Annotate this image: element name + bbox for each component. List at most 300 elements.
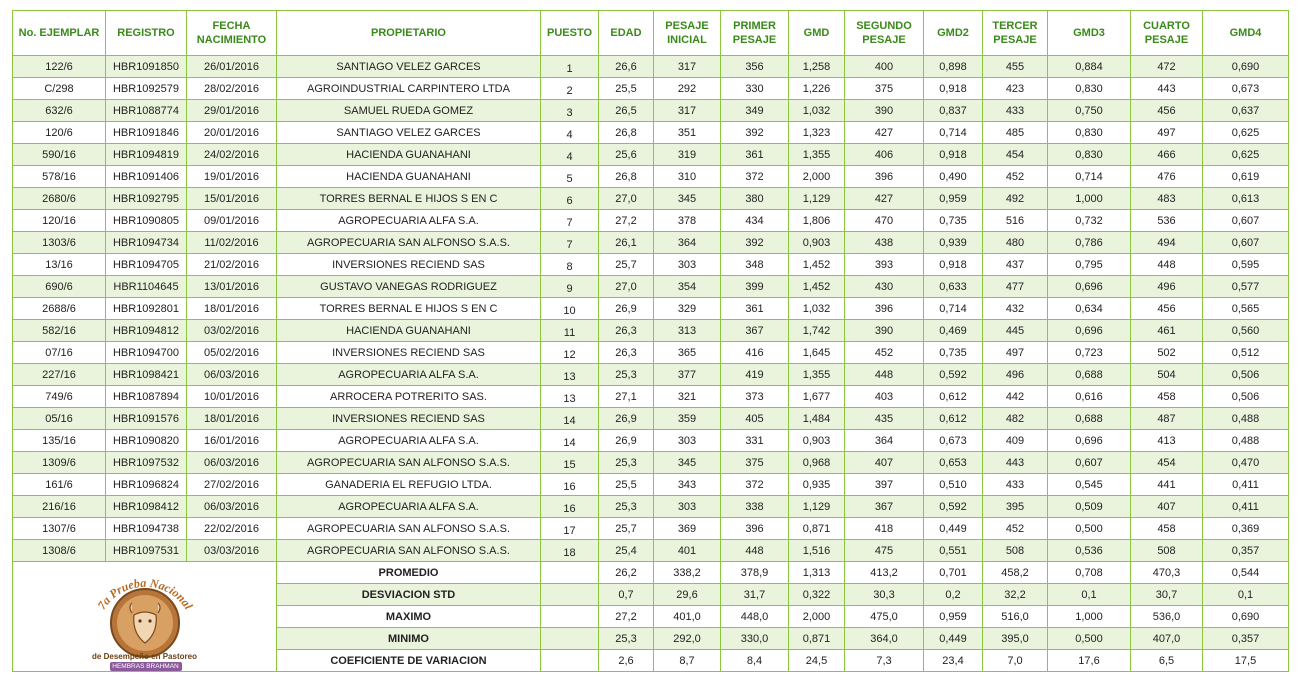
col-ejemplar-cell: 13/16 — [13, 254, 106, 276]
col-puesto-cell: 14 — [541, 408, 599, 430]
col-primer-pesaje-cell: 330 — [721, 78, 789, 100]
col-gmd3-cell: 0,696 — [1048, 320, 1131, 342]
col-edad-summary-cell: 26,2 — [599, 562, 654, 584]
col-fecha-cell: 19/01/2016 — [187, 166, 277, 188]
col-primer-pesaje-header: PRIMER PESAJE — [721, 11, 789, 56]
col-propietario-cell: AGROPECUARIA ALFA S.A. — [277, 210, 541, 232]
col-segundo-pesaje-cell: 470 — [845, 210, 924, 232]
col-registro-cell: HBR1097532 — [106, 452, 187, 474]
col-registro-cell: HBR1096824 — [106, 474, 187, 496]
col-registro-cell: HBR1090805 — [106, 210, 187, 232]
col-primer-pesaje-cell: 372 — [721, 166, 789, 188]
col-edad-summary-cell: 27,2 — [599, 606, 654, 628]
col-pesaje-inicial-cell: 354 — [654, 276, 721, 298]
col-ejemplar-cell: 578/16 — [13, 166, 106, 188]
col-propietario-cell: GUSTAVO VANEGAS RODRIGUEZ — [277, 276, 541, 298]
col-edad-cell: 26,8 — [599, 166, 654, 188]
col-gmd4-cell: 0,411 — [1203, 474, 1289, 496]
col-cuarto-pesaje-summary-cell: 407,0 — [1131, 628, 1203, 650]
col-registro-cell: HBR1091846 — [106, 122, 187, 144]
col-gmd-cell: 1,129 — [789, 188, 845, 210]
col-fecha-cell: 24/02/2016 — [187, 144, 277, 166]
col-cuarto-pesaje-summary-cell: 30,7 — [1131, 584, 1203, 606]
col-primer-pesaje-summary-cell: 8,4 — [721, 650, 789, 672]
col-segundo-pesaje-cell: 375 — [845, 78, 924, 100]
col-puesto-cell: 4 — [541, 122, 599, 144]
col-pesaje-inicial-cell: 377 — [654, 364, 721, 386]
col-cuarto-pesaje-cell: 456 — [1131, 298, 1203, 320]
col-gmd4-cell: 0,411 — [1203, 496, 1289, 518]
summary-row — [13, 562, 1289, 584]
table-body — [13, 56, 1289, 562]
col-cuarto-pesaje-header: CUARTO PESAJE — [1131, 11, 1203, 56]
col-puesto-cell: 17 — [541, 518, 599, 540]
col-gmd-cell: 1,355 — [789, 144, 845, 166]
col-gmd3-cell: 0,536 — [1048, 540, 1131, 562]
summary-label: DESVIACION STD — [277, 584, 541, 606]
col-puesto-cell: 16 — [541, 474, 599, 496]
col-segundo-pesaje-summary-cell: 413,2 — [845, 562, 924, 584]
col-fecha-cell: 29/01/2016 — [187, 100, 277, 122]
col-pesaje-inicial-cell: 378 — [654, 210, 721, 232]
col-tercer-pesaje-cell: 454 — [983, 144, 1048, 166]
col-tercer-pesaje-cell: 433 — [983, 100, 1048, 122]
col-primer-pesaje-cell: 348 — [721, 254, 789, 276]
col-registro-cell: HBR1092801 — [106, 298, 187, 320]
col-gmd3-cell: 0,723 — [1048, 342, 1131, 364]
col-edad-cell: 26,3 — [599, 320, 654, 342]
col-gmd2-cell: 0,510 — [924, 474, 983, 496]
col-tercer-pesaje-cell: 497 — [983, 342, 1048, 364]
col-pesaje-inicial-cell: 345 — [654, 452, 721, 474]
col-puesto-cell: 12 — [541, 342, 599, 364]
col-gmd3-cell: 0,688 — [1048, 408, 1131, 430]
col-pesaje-inicial-cell: 303 — [654, 496, 721, 518]
col-registro-cell: HBR1097531 — [106, 540, 187, 562]
col-pesaje-inicial-summary-cell: 292,0 — [654, 628, 721, 650]
col-segundo-pesaje-cell: 406 — [845, 144, 924, 166]
col-registro-cell: HBR1091576 — [106, 408, 187, 430]
col-pesaje-inicial-cell: 292 — [654, 78, 721, 100]
col-fecha-cell: 05/02/2016 — [187, 342, 277, 364]
col-gmd2-cell: 0,714 — [924, 298, 983, 320]
summary-puesto-cell — [541, 606, 599, 628]
col-gmd2-header: GMD2 — [924, 11, 983, 56]
col-cuarto-pesaje-cell: 456 — [1131, 100, 1203, 122]
col-primer-pesaje-cell: 392 — [721, 122, 789, 144]
col-cuarto-pesaje-cell: 448 — [1131, 254, 1203, 276]
col-primer-pesaje-cell: 375 — [721, 452, 789, 474]
col-segundo-pesaje-summary-cell: 30,3 — [845, 584, 924, 606]
col-puesto-cell: 3 — [541, 100, 599, 122]
col-edad-cell: 25,3 — [599, 452, 654, 474]
table-row — [13, 320, 1289, 342]
col-gmd-summary-cell: 0,322 — [789, 584, 845, 606]
col-gmd-header: GMD — [789, 11, 845, 56]
col-segundo-pesaje-cell: 448 — [845, 364, 924, 386]
col-segundo-pesaje-cell: 427 — [845, 122, 924, 144]
col-segundo-pesaje-cell: 427 — [845, 188, 924, 210]
col-edad-cell: 27,1 — [599, 386, 654, 408]
col-propietario-cell: TORRES BERNAL E HIJOS S EN C — [277, 188, 541, 210]
table-row — [13, 342, 1289, 364]
col-propietario-cell: HACIENDA GUANAHANI — [277, 144, 541, 166]
col-edad-summary-cell: 2,6 — [599, 650, 654, 672]
col-gmd3-cell: 0,884 — [1048, 56, 1131, 78]
col-primer-pesaje-cell: 399 — [721, 276, 789, 298]
col-registro-cell: HBR1094700 — [106, 342, 187, 364]
col-pesaje-inicial-cell: 401 — [654, 540, 721, 562]
col-fecha-cell: 03/02/2016 — [187, 320, 277, 342]
col-fecha-cell: 27/02/2016 — [187, 474, 277, 496]
col-cuarto-pesaje-cell: 458 — [1131, 386, 1203, 408]
col-tercer-pesaje-cell: 437 — [983, 254, 1048, 276]
col-edad-cell: 26,1 — [599, 232, 654, 254]
col-puesto-header: PUESTO — [541, 11, 599, 56]
col-tercer-pesaje-cell: 452 — [983, 518, 1048, 540]
col-gmd-cell: 1,452 — [789, 276, 845, 298]
col-puesto-cell: 14 — [541, 430, 599, 452]
col-propietario-cell: AGROPECUARIA ALFA S.A. — [277, 430, 541, 452]
col-puesto-cell: 1 — [541, 56, 599, 78]
table-row — [13, 452, 1289, 474]
col-primer-pesaje-cell: 331 — [721, 430, 789, 452]
col-ejemplar-cell: 749/6 — [13, 386, 106, 408]
col-gmd4-cell: 0,607 — [1203, 210, 1289, 232]
col-gmd2-cell: 0,592 — [924, 364, 983, 386]
col-puesto-cell: 10 — [541, 298, 599, 320]
col-fecha-cell: 03/03/2016 — [187, 540, 277, 562]
col-pesaje-inicial-cell: 319 — [654, 144, 721, 166]
col-gmd4-summary-cell: 0,357 — [1203, 628, 1289, 650]
col-pesaje-inicial-cell: 369 — [654, 518, 721, 540]
table-row — [13, 210, 1289, 232]
col-ejemplar-cell: 590/16 — [13, 144, 106, 166]
col-tercer-pesaje-summary-cell: 458,2 — [983, 562, 1048, 584]
col-primer-pesaje-cell: 349 — [721, 100, 789, 122]
col-primer-pesaje-cell: 373 — [721, 386, 789, 408]
header-row — [13, 11, 1289, 56]
col-gmd3-cell: 0,607 — [1048, 452, 1131, 474]
col-pesaje-inicial-cell: 364 — [654, 232, 721, 254]
table-row — [13, 386, 1289, 408]
col-edad-cell: 25,7 — [599, 518, 654, 540]
col-pesaje-inicial-cell: 329 — [654, 298, 721, 320]
table-row — [13, 166, 1289, 188]
col-gmd-cell: 0,903 — [789, 430, 845, 452]
col-gmd4-cell: 0,488 — [1203, 408, 1289, 430]
col-puesto-cell: 5 — [541, 166, 599, 188]
summary-puesto-cell — [541, 584, 599, 606]
col-ejemplar-cell: 1308/6 — [13, 540, 106, 562]
col-gmd4-cell: 0,637 — [1203, 100, 1289, 122]
col-tercer-pesaje-cell: 445 — [983, 320, 1048, 342]
col-segundo-pesaje-summary-cell: 7,3 — [845, 650, 924, 672]
col-propietario-cell: INVERSIONES RECIEND SAS — [277, 254, 541, 276]
col-propietario-cell: ARROCERA POTRERITO SAS. — [277, 386, 541, 408]
col-segundo-pesaje-cell: 430 — [845, 276, 924, 298]
logo-subtitle: de Desempeño en Pastoreo — [92, 651, 197, 661]
summary-label: MINIMO — [277, 628, 541, 650]
col-tercer-pesaje-cell: 452 — [983, 166, 1048, 188]
col-primer-pesaje-cell: 356 — [721, 56, 789, 78]
col-propietario-cell: AGROPECUARIA SAN ALFONSO S.A.S. — [277, 232, 541, 254]
col-gmd-cell: 1,032 — [789, 298, 845, 320]
col-pesaje-inicial-summary-cell: 29,6 — [654, 584, 721, 606]
col-edad-cell: 25,3 — [599, 364, 654, 386]
col-gmd3-cell: 0,714 — [1048, 166, 1131, 188]
col-pesaje-inicial-cell: 313 — [654, 320, 721, 342]
col-gmd4-summary-cell: 17,5 — [1203, 650, 1289, 672]
col-gmd-cell: 1,516 — [789, 540, 845, 562]
col-gmd3-cell: 1,000 — [1048, 188, 1131, 210]
col-primer-pesaje-cell: 380 — [721, 188, 789, 210]
col-edad-cell: 26,6 — [599, 56, 654, 78]
table-row — [13, 540, 1289, 562]
col-fecha-cell: 13/01/2016 — [187, 276, 277, 298]
col-gmd4-summary-cell: 0,544 — [1203, 562, 1289, 584]
col-gmd3-cell: 0,634 — [1048, 298, 1131, 320]
col-gmd-cell: 1,258 — [789, 56, 845, 78]
col-puesto-cell: 11 — [541, 320, 599, 342]
col-gmd2-cell: 0,959 — [924, 188, 983, 210]
col-puesto-cell: 8 — [541, 254, 599, 276]
col-ejemplar-cell: 227/16 — [13, 364, 106, 386]
col-gmd2-cell: 0,837 — [924, 100, 983, 122]
col-fecha-cell: 15/01/2016 — [187, 188, 277, 210]
col-propietario-cell: AGROPECUARIA SAN ALFONSO S.A.S. — [277, 518, 541, 540]
col-edad-summary-cell: 0,7 — [599, 584, 654, 606]
col-gmd3-cell: 0,616 — [1048, 386, 1131, 408]
col-cuarto-pesaje-cell: 502 — [1131, 342, 1203, 364]
col-gmd4-cell: 0,577 — [1203, 276, 1289, 298]
col-ejemplar-cell: 216/16 — [13, 496, 106, 518]
col-cuarto-pesaje-summary-cell: 6,5 — [1131, 650, 1203, 672]
col-gmd-cell: 2,000 — [789, 166, 845, 188]
col-gmd2-cell: 0,551 — [924, 540, 983, 562]
col-gmd-cell: 1,742 — [789, 320, 845, 342]
col-tercer-pesaje-cell: 496 — [983, 364, 1048, 386]
col-registro-cell: HBR1092579 — [106, 78, 187, 100]
col-primer-pesaje-summary-cell: 448,0 — [721, 606, 789, 628]
col-registro-cell: HBR1094734 — [106, 232, 187, 254]
col-gmd-cell: 1,226 — [789, 78, 845, 100]
col-segundo-pesaje-cell: 435 — [845, 408, 924, 430]
col-fecha-cell: 18/01/2016 — [187, 298, 277, 320]
col-cuarto-pesaje-cell: 496 — [1131, 276, 1203, 298]
col-primer-pesaje-cell: 361 — [721, 298, 789, 320]
col-gmd3-cell: 0,509 — [1048, 496, 1131, 518]
col-cuarto-pesaje-cell: 461 — [1131, 320, 1203, 342]
col-edad-cell: 26,9 — [599, 408, 654, 430]
col-propietario-cell: INVERSIONES RECIEND SAS — [277, 408, 541, 430]
col-segundo-pesaje-cell: 390 — [845, 100, 924, 122]
table-row — [13, 364, 1289, 386]
col-segundo-pesaje-cell: 438 — [845, 232, 924, 254]
col-gmd4-cell: 0,595 — [1203, 254, 1289, 276]
col-gmd2-cell: 0,918 — [924, 144, 983, 166]
col-fecha-cell: 28/02/2016 — [187, 78, 277, 100]
col-cuarto-pesaje-summary-cell: 470,3 — [1131, 562, 1203, 584]
col-primer-pesaje-summary-cell: 378,9 — [721, 562, 789, 584]
col-gmd2-cell: 0,918 — [924, 78, 983, 100]
table-row — [13, 100, 1289, 122]
col-registro-cell: HBR1104645 — [106, 276, 187, 298]
col-pesaje-inicial-header: PESAJE INICIAL — [654, 11, 721, 56]
col-gmd3-header: GMD3 — [1048, 11, 1131, 56]
col-primer-pesaje-cell: 419 — [721, 364, 789, 386]
col-tercer-pesaje-cell: 485 — [983, 122, 1048, 144]
col-gmd4-cell: 0,690 — [1203, 56, 1289, 78]
col-gmd3-cell: 0,688 — [1048, 364, 1131, 386]
col-gmd3-summary-cell: 17,6 — [1048, 650, 1131, 672]
col-primer-pesaje-cell: 396 — [721, 518, 789, 540]
col-tercer-pesaje-summary-cell: 7,0 — [983, 650, 1048, 672]
col-gmd2-summary-cell: 0,449 — [924, 628, 983, 650]
col-gmd-summary-cell: 24,5 — [789, 650, 845, 672]
col-puesto-cell: 18 — [541, 540, 599, 562]
col-registro-cell: HBR1088774 — [106, 100, 187, 122]
col-registro-cell: HBR1091406 — [106, 166, 187, 188]
col-segundo-pesaje-cell: 407 — [845, 452, 924, 474]
col-cuarto-pesaje-cell: 454 — [1131, 452, 1203, 474]
col-propietario-cell: HACIENDA GUANAHANI — [277, 320, 541, 342]
col-edad-cell: 25,5 — [599, 474, 654, 496]
summary-body — [13, 562, 1289, 672]
table-row — [13, 276, 1289, 298]
col-pesaje-inicial-cell: 303 — [654, 254, 721, 276]
col-segundo-pesaje-cell: 397 — [845, 474, 924, 496]
col-registro-cell: HBR1094819 — [106, 144, 187, 166]
col-tercer-pesaje-cell: 508 — [983, 540, 1048, 562]
col-tercer-pesaje-cell: 395 — [983, 496, 1048, 518]
table-row — [13, 188, 1289, 210]
col-primer-pesaje-cell: 361 — [721, 144, 789, 166]
col-gmd-summary-cell: 2,000 — [789, 606, 845, 628]
col-gmd3-cell: 0,696 — [1048, 276, 1131, 298]
col-gmd-summary-cell: 1,313 — [789, 562, 845, 584]
col-gmd4-cell: 0,565 — [1203, 298, 1289, 320]
col-propietario-cell: INVERSIONES RECIEND SAS — [277, 342, 541, 364]
col-registro-cell: HBR1087894 — [106, 386, 187, 408]
col-tercer-pesaje-summary-cell: 516,0 — [983, 606, 1048, 628]
col-tercer-pesaje-summary-cell: 395,0 — [983, 628, 1048, 650]
col-primer-pesaje-cell: 367 — [721, 320, 789, 342]
col-primer-pesaje-cell: 416 — [721, 342, 789, 364]
col-gmd-cell: 0,871 — [789, 518, 845, 540]
table-row — [13, 496, 1289, 518]
col-propietario-cell: HACIENDA GUANAHANI — [277, 166, 541, 188]
col-gmd4-cell: 0,506 — [1203, 364, 1289, 386]
col-puesto-cell: 9 — [541, 276, 599, 298]
col-fecha-cell: 06/03/2016 — [187, 452, 277, 474]
col-tercer-pesaje-cell: 432 — [983, 298, 1048, 320]
table-row — [13, 518, 1289, 540]
col-tercer-pesaje-cell: 477 — [983, 276, 1048, 298]
col-cuarto-pesaje-cell: 504 — [1131, 364, 1203, 386]
col-registro-cell: HBR1098412 — [106, 496, 187, 518]
col-registro-cell: HBR1094738 — [106, 518, 187, 540]
col-pesaje-inicial-cell: 321 — [654, 386, 721, 408]
col-cuarto-pesaje-cell: 413 — [1131, 430, 1203, 452]
col-pesaje-inicial-summary-cell: 338,2 — [654, 562, 721, 584]
col-propietario-cell: SANTIAGO VELEZ GARCES — [277, 122, 541, 144]
table-row — [13, 298, 1289, 320]
col-gmd3-cell: 0,732 — [1048, 210, 1131, 232]
col-ejemplar-cell: 2688/6 — [13, 298, 106, 320]
col-cuarto-pesaje-cell: 458 — [1131, 518, 1203, 540]
col-propietario-cell: AGROPECUARIA SAN ALFONSO S.A.S. — [277, 452, 541, 474]
col-pesaje-inicial-summary-cell: 401,0 — [654, 606, 721, 628]
col-propietario-cell: AGROPECUARIA ALFA S.A. — [277, 364, 541, 386]
col-primer-pesaje-summary-cell: 330,0 — [721, 628, 789, 650]
col-cuarto-pesaje-cell: 476 — [1131, 166, 1203, 188]
col-tercer-pesaje-summary-cell: 32,2 — [983, 584, 1048, 606]
col-gmd3-cell: 0,830 — [1048, 144, 1131, 166]
col-puesto-cell: 16 — [541, 496, 599, 518]
col-cuarto-pesaje-cell: 483 — [1131, 188, 1203, 210]
col-fecha-cell: 22/02/2016 — [187, 518, 277, 540]
col-tercer-pesaje-cell: 492 — [983, 188, 1048, 210]
col-registro-cell: HBR1094705 — [106, 254, 187, 276]
col-edad-cell: 25,3 — [599, 496, 654, 518]
col-ejemplar-cell: 582/16 — [13, 320, 106, 342]
col-registro-cell: HBR1091850 — [106, 56, 187, 78]
col-gmd-cell: 1,129 — [789, 496, 845, 518]
col-gmd2-cell: 0,673 — [924, 430, 983, 452]
col-gmd-cell: 0,968 — [789, 452, 845, 474]
col-pesaje-inicial-cell: 343 — [654, 474, 721, 496]
col-segundo-pesaje-cell: 400 — [845, 56, 924, 78]
col-cuarto-pesaje-cell: 487 — [1131, 408, 1203, 430]
table-row — [13, 474, 1289, 496]
col-propietario-cell: SANTIAGO VELEZ GARCES — [277, 56, 541, 78]
col-propietario-cell: AGROINDUSTRIAL CARPINTERO LTDA — [277, 78, 541, 100]
col-gmd3-summary-cell: 0,1 — [1048, 584, 1131, 606]
col-puesto-cell: 13 — [541, 364, 599, 386]
table-row — [13, 78, 1289, 100]
col-edad-cell: 26,3 — [599, 342, 654, 364]
col-puesto-cell: 6 — [541, 188, 599, 210]
col-gmd3-cell: 0,545 — [1048, 474, 1131, 496]
col-edad-header: EDAD — [599, 11, 654, 56]
col-edad-cell: 25,4 — [599, 540, 654, 562]
col-gmd4-cell: 0,512 — [1203, 342, 1289, 364]
col-edad-cell: 26,5 — [599, 100, 654, 122]
logo-emblem — [70, 563, 220, 671]
summary-label: MAXIMO — [277, 606, 541, 628]
col-tercer-pesaje-cell: 433 — [983, 474, 1048, 496]
col-tercer-pesaje-cell: 482 — [983, 408, 1048, 430]
col-ejemplar-cell: 135/16 — [13, 430, 106, 452]
col-segundo-pesaje-summary-cell: 475,0 — [845, 606, 924, 628]
col-gmd-cell: 1,806 — [789, 210, 845, 232]
col-fecha-header: FECHA NACIMIENTO — [187, 11, 277, 56]
col-segundo-pesaje-cell: 418 — [845, 518, 924, 540]
col-fecha-cell: 06/03/2016 — [187, 496, 277, 518]
col-edad-cell: 27,0 — [599, 276, 654, 298]
col-gmd3-cell: 0,500 — [1048, 518, 1131, 540]
col-segundo-pesaje-cell: 403 — [845, 386, 924, 408]
col-gmd3-summary-cell: 0,708 — [1048, 562, 1131, 584]
col-ejemplar-cell: 690/6 — [13, 276, 106, 298]
table-row — [13, 122, 1289, 144]
col-gmd3-cell: 0,786 — [1048, 232, 1131, 254]
col-gmd-cell: 1,645 — [789, 342, 845, 364]
report-table-container — [12, 10, 1288, 672]
col-puesto-cell: 4 — [541, 144, 599, 166]
col-cuarto-pesaje-cell: 497 — [1131, 122, 1203, 144]
